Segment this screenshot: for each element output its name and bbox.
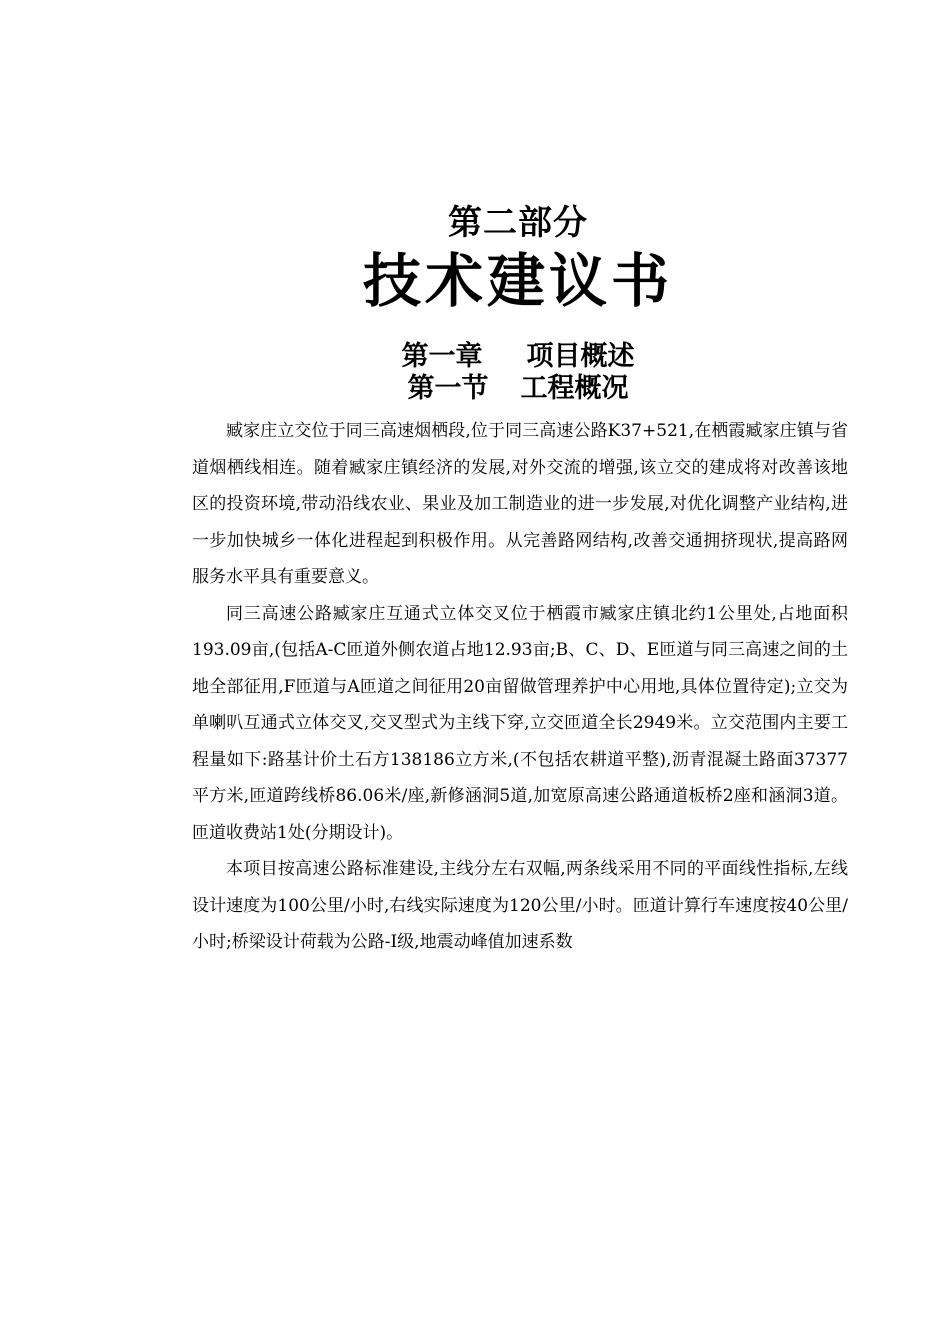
paragraph: 本项目按高速公路标准建设,主线分左右双幅,两条线采用不同的平面线性指标,左线设计速度为100公里/小时,右线实际速度为120公里/小时。匝道计算行车速度按40公里/小时;桥梁设计荷载为公路-Ⅰ级,地震动峰值加速系数 <box>192 859 848 952</box>
section-heading <box>0 372 950 406</box>
section-number: 第一节 <box>407 373 489 404</box>
section-title: 工程概况 <box>520 373 629 404</box>
chapter-title: 项目概述 <box>526 341 635 372</box>
paragraph: 同三高速公路臧家庄互通式立体交叉位于栖霞市臧家庄镇北约1公里处,占地面积193.09亩,(包括A-C匝道外侧农道占地12.93亩;B、C、D、E匝道与同三高速之间的土地全部征用,F匝道与A匝道之间征用20亩留做管理养护中心用地,具体位置待定);立交为单喇叭互通式立体交叉,交叉型式为主线下穿,立交匝道全长2949米。立交范围内主要工程量如下:路基计价土石方138186立方米,(不包括农耕道平整),沥青混凝土路面37377平方米,匝道跨线桥86.06米/座,新修涵洞5道,加宽原高速公路通道板桥2座和涵洞3道。匝道收费站1处(分期设计)。 <box>192 603 848 843</box>
part-heading: 第二部分 <box>448 203 588 243</box>
document-title: 技术建议书 <box>362 247 673 315</box>
body-text <box>192 413 848 961</box>
chapter-heading <box>0 340 950 374</box>
chapter-number: 第一章 <box>401 341 483 372</box>
paragraph: 臧家庄立交位于同三高速烟栖段,位于同三高速公路K37+521,在栖霞臧家庄镇与省道烟栖线相连。随着臧家庄镇经济的发展,对外交流的增强,该立交的建成将对改善该地区的投资环境,带动沿线农业、果业及加工制造业的进一步发展,对优化调整产业结构,进一步加快城乡一体化进程起到积极作用。从完善路网结构,改善交通拥挤现状,提高路网服务水平具有重要意义。 <box>192 421 848 587</box>
